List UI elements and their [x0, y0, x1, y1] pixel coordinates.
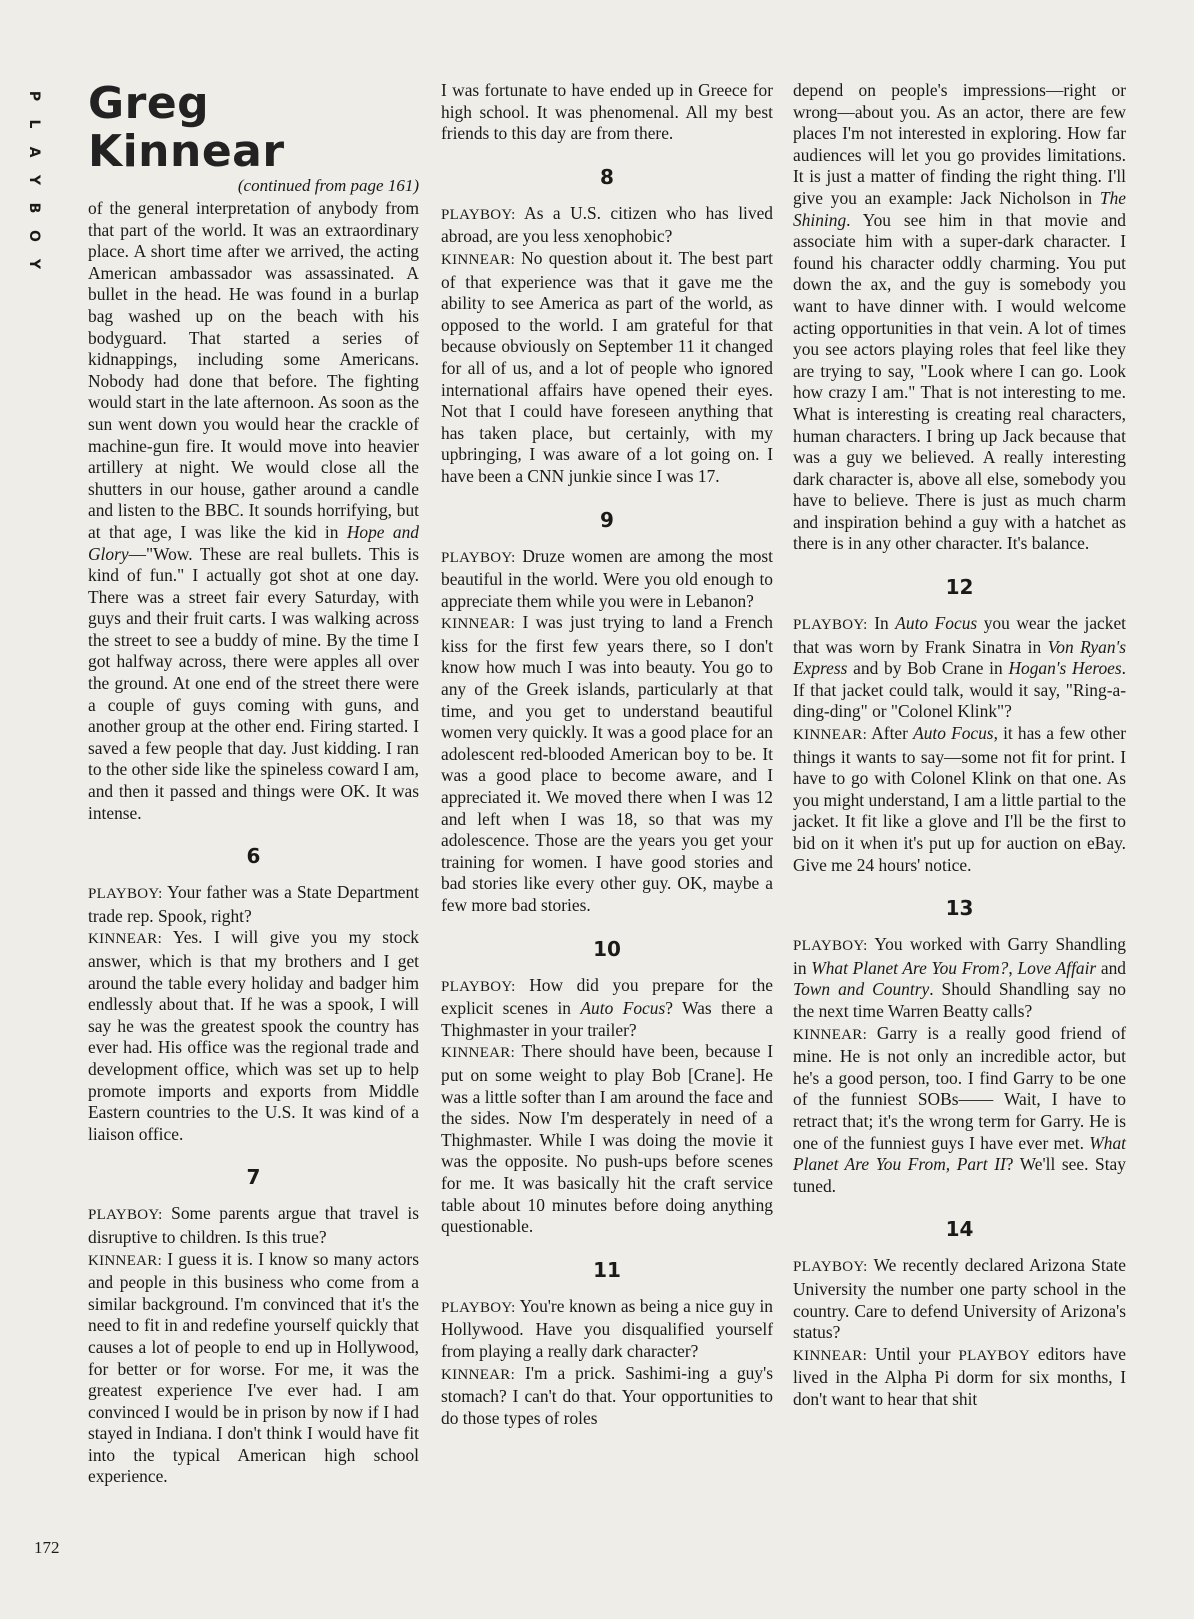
answer: KINNEAR: After Auto Focus, it has a few other things it wants to say—some not fit for print. I have to go with Colonel Klink on that one. As you might understand, I am a little partial to the jacket. It fit like a glove and I'll be the first to bid on it when it's put up for auction on eBay. Give me 24 hours' notice. [793, 723, 1127, 875]
column-3 [793, 80, 1126, 1410]
paragraph: depend on people's impressions—right or wrong—about you. As an actor, there are few places I'm not interested in exploring. How far audiences will let you go provides limitations. It is just a matter of finding the right thing. I'll give you an example: Jack Nicholson in The Shining. You see him in that movie and associate him with a super-dark character. I found his character oddly charming. You put down the ax, and the guy is somebody you want to have dinner with. I would welcome acting opportunities in that vein. A lot of times you see actors playing roles that feel like they are trying to say, "Look where I can go. Look how crazy I am." That is not interesting to me. What is interesting is creating real characters, human characters. I bring up Jack because that was a guy we believed. A really interesting dark character is, above all else, somebody you have to believe. There is just as much charm and inspiration behind a guy with a hatchet as there is in any other character. It's balance. [793, 80, 1126, 554]
page-number: 172 [34, 1538, 60, 1557]
headline: Greg Kinnear [88, 78, 285, 177]
film-title: Love Affair [1017, 957, 1097, 978]
question-number: 12 [945, 575, 974, 600]
spine-letter: L [26, 119, 42, 129]
speaker-label: KINNEAR: [441, 1366, 516, 1383]
speaker-label: KINNEAR: [441, 1045, 516, 1062]
speaker-label: PLAYBOY: [88, 1207, 163, 1224]
film-title: Von Ryan's Express [793, 636, 1127, 679]
question: PLAYBOY: You're known as being a nice guy in Hollywood. Have you disqualified yourself from playing a really dark character? [441, 1295, 774, 1361]
spine-letter: B [26, 202, 42, 214]
question-number: 14 [945, 1217, 974, 1242]
film-title: Auto Focus [895, 613, 978, 634]
question: PLAYBOY: As a U.S. citizen who has lived abroad, are you less xenophobic? [441, 202, 773, 247]
answer: KINNEAR: No question about it. The best part of that experience was that it gave me the ability to see America as part of the world, as opposed to the world. I am grateful for that because obviously on September 11 it changed for all of us, and a lot of people who ignored international affairs have opened their eyes. Not that I could have foreseen anything that has taken place, but certainly, with my upbringing, I was aware of a lot going on. I have been a CNN junkie since I was 17. [441, 247, 773, 486]
answer: KINNEAR: I guess it is. I know so many actors and people in this business who come from a similar background. I'm convinced that it's the need to fit in and redefine yourself quickly that causes a lot of people to end up in Hollywood, for better or for worse. For me, it was the greatest experience I've ever had. I am convinced I would be in prison by now if I had stayed in Indiana. I don't think I would have fit into the typical American high school experience. [88, 1248, 419, 1487]
question: PLAYBOY: How did you prepare for the explicit scenes in Auto Focus? Was there a Thighmaster in your trailer? [441, 974, 773, 1040]
magazine-name: PLAYBOY [958, 1347, 1031, 1364]
spine-letter: Y [26, 258, 42, 270]
speaker-label: KINNEAR: [793, 727, 868, 744]
question: PLAYBOY: In Auto Focus you wear the jacket that was worn by Frank Sinatra in Von Ryan's Express and by Bob Crane in Hogan's Heroes. If that jacket could talk, would it say, "Ring-a-ding-ding" or "Colonel Klink"? [793, 613, 1127, 722]
speaker-label: KINNEAR: [441, 616, 516, 633]
speaker-label: PLAYBOY: [88, 886, 163, 903]
question-number: 7 [246, 1165, 261, 1190]
spine-letter: Y [26, 174, 42, 186]
speaker-label: KINNEAR: [793, 1347, 868, 1364]
question-number: 9 [600, 507, 614, 532]
question: PLAYBOY: Your father was a State Department trade rep. Spook, right? [88, 882, 419, 926]
column-1 [88, 80, 419, 1488]
answer: KINNEAR: There should have been, because I put on some weight to play Bob [Crane]. He was a little softer than I am around the face and the sides. Now I'm desperately in need of a Thighmaster. While I was doing the movie it was the opposite. No push-ups before scenes for me. It was basically hit the craft service table about 10 minutes before doing anything questionable. [441, 1041, 773, 1237]
spine-letter: A [26, 146, 42, 158]
answer: KINNEAR: Garry is a really good friend of mine. He is not only an incredible actor, but he's a good person, too. I find Garry to be one of the funniest SOBs—— Wait, I have to retract that; it's the wrong term for Garry. He is one of the funniest guys I have ever met. What Planet Are You From, Part II? We'll see. Stay tuned. [793, 1022, 1126, 1196]
speaker-label: PLAYBOY: [793, 617, 868, 634]
speaker-label: KINNEAR: [441, 251, 516, 268]
film-title: Auto Focus [913, 723, 994, 744]
answer: KINNEAR: Until your PLAYBOY editors have lived in the Alpha Pi dorm for six months, I don't want to hear that shit [793, 1343, 1126, 1409]
speaker-label: PLAYBOY: [441, 1299, 516, 1316]
speaker-label: KINNEAR: [88, 931, 163, 948]
question: PLAYBOY: We recently declared Arizona State University the number one party school in the country. Care to defend University of Arizona's status? [793, 1255, 1126, 1343]
film-title: What Planet Are You From, Part II [793, 1132, 1126, 1175]
question-number: 11 [593, 1257, 621, 1282]
film-title: What Planet Are You From? [811, 957, 1009, 978]
speaker-label: PLAYBOY: [441, 206, 516, 223]
continued-note: (continued from page 161) [237, 176, 419, 195]
question-number: 10 [593, 936, 621, 961]
question-number: 8 [600, 164, 614, 189]
paragraph: I was fortunate to have ended up in Greece for high school. It was phenomenal. All my best friends to this day are from there. [441, 80, 773, 144]
speaker-label: PLAYBOY: [441, 978, 516, 995]
question: PLAYBOY: Druze women are among the most beautiful in the world. Were you old enough to appreciate them while you were in Lebanon? [441, 545, 773, 611]
spine-letter: O [26, 230, 42, 242]
film-title: Auto Focus [580, 998, 666, 1019]
film-title: Town and Country [793, 979, 930, 1000]
paragraph: of the general interpretation of anybody from that part of the world. It was an extraordinary place. A short time after we arrived, the acting American ambassador was assassinated. A bullet in the head. He was found in a burlap bag washed up on the beach with his bodyguard. That started a series of kidnappings, including some Americans. Nobody had done that before. The fighting would start in the late afternoon. As soon as the sun went down you would hear the crackle of machine-gun fire. It would move into heavier artillery at night. We would close all the shutters in our house, gather around a candle and listen to the BBC. It sounds horrifying, but at that age, I was like the kid in Hope and Glory—"Wow. These are real bullets. This is kind of fun." I actually got shot at one day. There was a street fair every Saturday, with guys and their fruit carts. I was walking across the street to see a buddy of mine. By the time I got halfway across, there were apples all over the ground. At one end of the street there were a couple of guys coming with guns, and another group at the other end. Firing started. I saved a few people that day. Just kidding. I ran to the other side like the spineless coward I am, and then it passed and things were OK. It was intense. [88, 198, 419, 823]
column-2 [441, 80, 773, 1429]
film-title: The Shining [793, 187, 1126, 230]
answer: KINNEAR: I'm a prick. Sashimi-ing a guy's stomach? I can't do that. Your opportunities to do those types of roles [441, 1362, 773, 1428]
speaker-label: PLAYBOY: [793, 1259, 868, 1276]
question-number: 6 [246, 844, 261, 869]
show-title: Hogan's Heroes [1008, 658, 1122, 679]
magazine-spine-logo [25, 82, 43, 278]
speaker-label: PLAYBOY: [793, 938, 868, 955]
question: PLAYBOY: You worked with Garry Shandling in What Planet Are You From?, Love Affair and Town and Country. Should Shandling say no the next time Warren Beatty calls? [793, 934, 1127, 1021]
question: PLAYBOY: Some parents argue that travel is disruptive to children. Is this true? [88, 1203, 419, 1247]
answer: KINNEAR: Yes. I will give you my stock answer, which is that my brothers and I get around the table every holiday and badger him endlessly about that. If he was a spook, I will say he was the greatest spook the country has ever had. His office was the regional trade and development office, which was set up to help promote imports and exports from Middle Eastern countries to the U.S. It was kind of a liaison office. [88, 927, 420, 1144]
film-title: Hope and Glory [88, 521, 419, 564]
answer: KINNEAR: I was just trying to land a French kiss for the first few years there, so I don't know how much I was into beauty. You go to any of the Greek islands, particularly at that time, and you get to understand beautiful women very quickly. It was a good place for an adolescent red-blooded American boy to be. It was a good place to become aware, and I appreciated it. We moved there when I was 12 and left when I was 18, so that was my adolescence. Those are the years you get your training for women. I have good stories and bad stories like every other guy. OK, maybe a few more bad stories. [441, 612, 773, 915]
spine-letter: P [26, 90, 42, 102]
speaker-label: PLAYBOY: [441, 549, 516, 566]
speaker-label: KINNEAR: [88, 1252, 163, 1269]
question-number: 13 [945, 896, 974, 921]
speaker-label: KINNEAR: [793, 1026, 868, 1043]
